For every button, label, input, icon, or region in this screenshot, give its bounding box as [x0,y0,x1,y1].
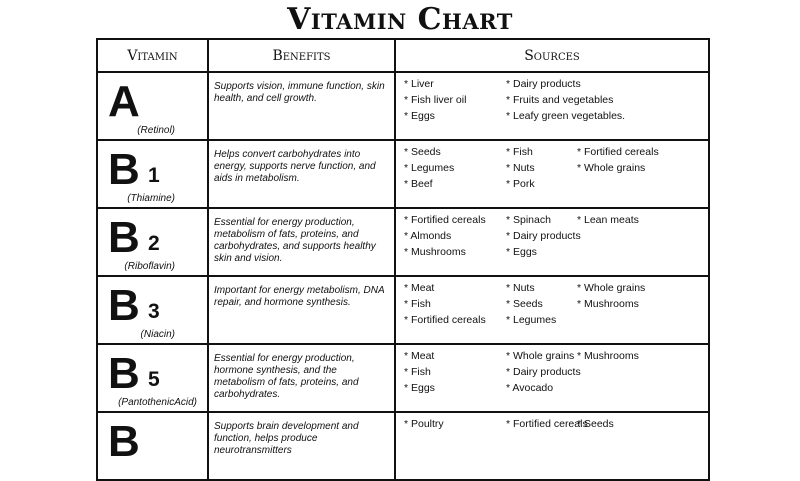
source-item: * Meat [404,282,435,294]
vitamin-letter: A [108,77,140,126]
vitamin-number: 1 [148,164,160,187]
source-item: * Fortified cereals [404,214,486,226]
source-item: * Fish liver oil [404,94,467,106]
vitamin-letter: B [108,213,140,262]
source-item: * Poultry [404,418,444,430]
source-item: * Seeds [506,298,543,310]
benefits-cell [208,140,395,208]
vitamin-letter: B [108,417,140,466]
source-item: * Dairy products [506,78,581,90]
source-item: * Eggs [404,382,435,394]
table-row [97,140,709,208]
chemical-name: (Thiamine) [127,193,175,204]
table-row [97,344,709,412]
vitamin-number: 3 [148,300,160,323]
sources-cell [395,412,709,480]
source-item: * Whole grains [577,162,646,174]
source-item: * Legumes [506,314,557,326]
benefits-cell [208,344,395,412]
source-item: * Leafy green vegetables. [506,110,626,122]
vitamin-number: 2 [148,232,160,255]
sources-cell [395,72,709,140]
vitamin-cell [97,412,208,480]
source-item: * Avocado [506,382,554,394]
vitamin-cell [97,72,208,140]
source-item: * Fortified cereals [506,418,588,430]
source-item: * Pork [506,178,535,190]
source-item: * Nuts [506,162,535,174]
source-item: * Mushrooms [404,246,466,258]
source-item: * Mushrooms [577,350,639,362]
vitamin-number: 5 [148,368,160,391]
source-item: * Fortified cereals [577,146,659,158]
source-item: * Lean meats [577,214,639,226]
source-item: * Eggs [506,246,537,258]
chemical-name: (Riboflavin) [124,261,175,272]
benefit-text: Helps convert carbohydrates into energy, supports nerve function, and aids in metabolism. [214,149,376,184]
source-item: * Fish [506,146,533,158]
benefits-cell [208,412,395,480]
benefits-cell [208,72,395,140]
sources-cell [395,140,709,208]
benefit-text: Supports brain development and function, helps produce neurotransmitters [214,421,359,456]
source-item: * Almonds [404,230,452,242]
source-item: * Eggs [404,110,435,122]
benefit-text: Important for energy metabolism, DNA repair, and hormone synthesis. [214,285,385,308]
page-title: Vitamin Chart [287,2,513,37]
source-item: * Nuts [506,282,535,294]
vitamin-cell [97,140,208,208]
vitamin-letter: B [108,349,140,398]
chemical-name: (Retinol) [137,125,175,136]
vitamin-letter: B [108,145,140,194]
source-item: * Meat [404,350,435,362]
source-item: * Beef [404,178,433,190]
source-item: * Dairy products [506,230,581,242]
header-benefits: Benefits [208,39,395,72]
sources-cell [395,276,709,344]
header-vitamin: Vitamin [97,39,208,72]
vitamin-table [96,38,710,481]
chemical-name: (PantothenicAcid) [118,397,197,408]
header-sources: Sources [395,39,709,72]
source-item: * Liver [404,78,434,90]
source-item: * Legumes [404,162,455,174]
source-item: * Mushrooms [577,298,639,310]
source-item: * Whole grains [506,350,575,362]
vitamin-cell [97,208,208,276]
benefits-cell [208,276,395,344]
source-item: * Whole grains [577,282,646,294]
vitamin-cell [97,344,208,412]
sources-cell [395,344,709,412]
vitamin-letter: B [108,281,140,330]
table-row [97,412,709,480]
benefit-text: Essential for energy production, hormone synthesis, and the metabolism of fats, proteins, and carbohydrates. [214,353,359,400]
source-item: * Fortified cereals [404,314,486,326]
chemical-name: (Niacin) [140,329,175,340]
table-row [97,72,709,140]
benefits-cell [208,208,395,276]
source-item: * Spinach [506,214,551,226]
source-item: * Dairy products [506,366,581,378]
sources-cell [395,208,709,276]
source-item: * Fish [404,366,431,378]
source-item: * Fish [404,298,431,310]
source-item: * Seeds [577,418,614,430]
benefit-text: Essential for energy production, metabolism of fats, proteins, and carbohydrates, and supports healthy skin and vision. [214,217,376,264]
benefit-text: Supports vision, immune function, skin health, and cell growth. [214,81,385,104]
table-row [97,208,709,276]
vitamin-cell [97,276,208,344]
table-row [97,276,709,344]
source-item: * Seeds [404,146,441,158]
source-item: * Fruits and vegetables [506,94,614,106]
